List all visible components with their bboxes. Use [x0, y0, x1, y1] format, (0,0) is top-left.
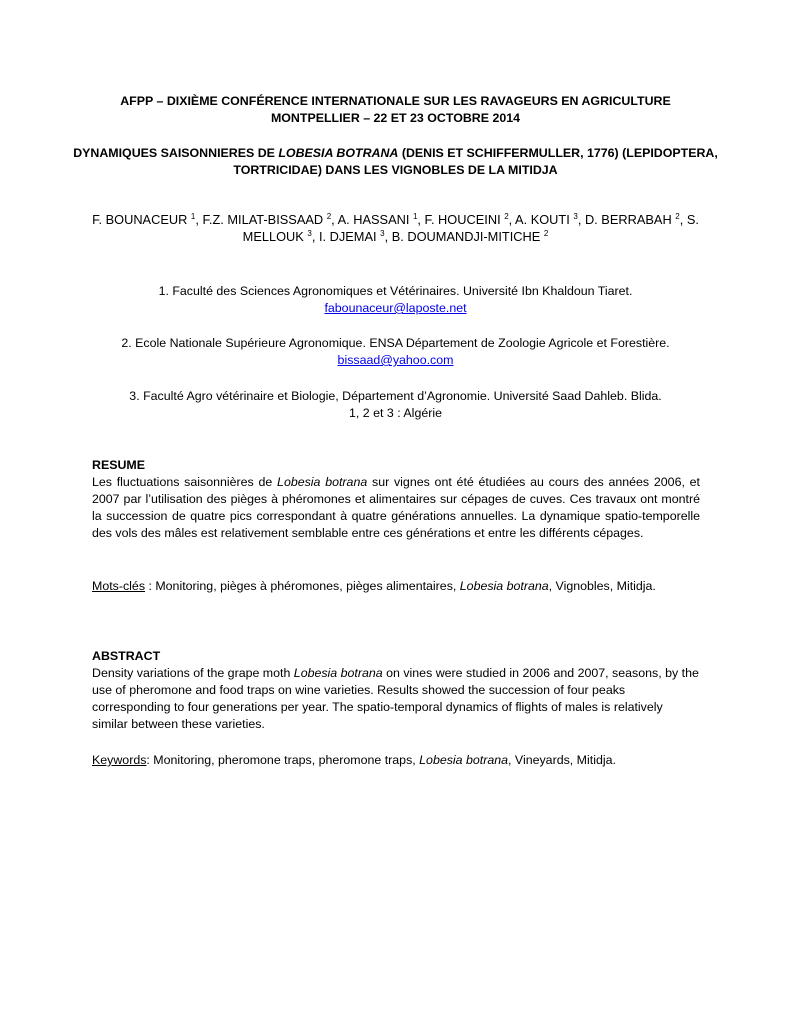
keywords-species: Lobesia botrana — [419, 753, 509, 767]
author-affiliation-mark: 3 — [380, 229, 385, 238]
abstract-text-b: on vines were studied in 2006 and 2007, seasons, by the use of pheromone and food traps on wine varieties. Results showed the succession of four peaks corresponding to four generations per year. The spatio-temporal dynamics of flights of males is relatively similar between these varieties. — [92, 666, 699, 731]
affiliation-country: 1, 2 et 3 : Algérie — [349, 406, 442, 420]
resume-species: Lobesia botrana — [277, 475, 368, 489]
author-line-2: MELLOUK $^3$, I. DJEMAI $^3$, B. DOUMANDJI-MITICHE $^2$ — [242, 229, 549, 244]
author: I. DJEMAI — [318, 229, 377, 244]
author: F.Z. MILAT-BISSAAD — [202, 212, 324, 227]
keywords-line — [92, 752, 700, 769]
author-line-1: F. BOUNACEUR $^1$, F.Z. MILAT-BISSAAD $^2$, A. HASSANI $^1$, F. HOUCEINI $^2$, A. KOUTI $^3$, D. BERRABAH $^2$, S. — [92, 212, 699, 227]
mots-cles-line — [92, 578, 700, 595]
title-line-2: TORTRICIDAE) DANS LES VIGNOBLES DE LA MITIDJA — [233, 163, 558, 177]
conference-line-1: AFPP – DIXIÈME CONFÉRENCE INTERNATIONALE SUR LES RAVAGEURS EN AGRICULTURE — [120, 94, 671, 108]
author: B. DOUMANDJI-MITICHE — [391, 229, 541, 244]
author: F. HOUCEINI — [424, 212, 501, 227]
resume-heading: RESUME — [92, 458, 146, 472]
abstract-paragraph — [92, 665, 700, 733]
abstract-species: Lobesia botrana — [293, 666, 383, 680]
author: A. HASSANI — [337, 212, 410, 227]
author-affiliation-mark: 2 — [543, 229, 549, 238]
author-affiliation-mark: 1 — [412, 212, 418, 221]
title-suffix: (DENIS ET SCHIFFERMULLER, 1776) (LEPIDOPTERA, — [398, 146, 718, 160]
author: F. BOUNACEUR — [92, 212, 188, 227]
resume-text-b: sur vignes ont été étudiées au cours des années 2006, et 2007 par l’utilisation des pièges à phéromones et alimentaires sur cépages de cuves. Ces travaux ont montré la succession de quatre pics correspondant à quatre générations annuelles. La dynamique spatio-temporelle des vols des mâles est relativement semblable entre ces générations et entre les différents cépages. — [92, 475, 700, 540]
title-line-1 — [60, 145, 731, 162]
keywords-label: Keywords — [92, 753, 147, 767]
author-affiliation-mark: 2 — [675, 212, 680, 221]
author-affiliation-mark: 1 — [190, 212, 196, 221]
author-affiliation-mark: 2 — [326, 212, 332, 221]
resume-paragraph — [92, 474, 700, 542]
affiliation-3 — [60, 388, 731, 422]
affiliation-1 — [60, 283, 731, 317]
mots-cles-a: : Monitoring, pièges à phéromones, pièges alimentaires, — [145, 579, 460, 593]
affiliation-3-text: 3. Faculté Agro vétérinaire et Biologie, Département d’Agronomie. Université Saad Dahleb. Blida. — [129, 389, 662, 403]
mots-cles-label: Mots-clés — [92, 579, 146, 593]
conference-header — [60, 93, 731, 127]
affiliation-1-email-link[interactable]: fabounaceur@laposte.net — [324, 301, 467, 315]
affiliation-2 — [60, 335, 731, 369]
affiliation-2-email-link[interactable]: bissaad@yahoo.com — [337, 353, 454, 367]
conference-line-2: MONTPELLIER – 22 ET 23 OCTOBRE 2014 — [270, 111, 521, 125]
author: D. BERRABAH — [584, 212, 672, 227]
author: A. KOUTI — [515, 212, 570, 227]
abstract-heading: ABSTRACT — [92, 649, 161, 663]
abstract-text-a: Density variations of the grape moth — [92, 666, 294, 680]
title-species: LOBESIA BOTRANA — [278, 146, 399, 160]
author-affiliation-mark: 3 — [573, 212, 578, 221]
keywords-a: : Monitoring, pheromone traps, pheromone traps, — [146, 753, 420, 767]
author-affiliation-mark: 3 — [307, 229, 312, 238]
affiliation-1-text: 1. Faculté des Sciences Agronomiques et Vétérinaires. Université Ibn Khaldoun Tiaret. — [158, 284, 633, 298]
author-affiliation-mark: 2 — [504, 212, 509, 221]
author-list — [60, 211, 731, 245]
title-prefix: DYNAMIQUES SAISONNIERES DE — [73, 146, 279, 160]
affiliation-2-text: 2. Ecole Nationale Supérieure Agronomique. ENSA Département de Zoologie Agricole et Forestière. — [121, 336, 670, 350]
mots-cles-b: , Vignobles, Mitidja. — [548, 579, 656, 593]
mots-cles-species: Lobesia botrana — [459, 579, 549, 593]
resume-text-a: Les fluctuations saisonnières de — [92, 475, 278, 489]
keywords-b: , Vineyards, Mitidja. — [508, 753, 616, 767]
paper-title — [60, 145, 731, 179]
